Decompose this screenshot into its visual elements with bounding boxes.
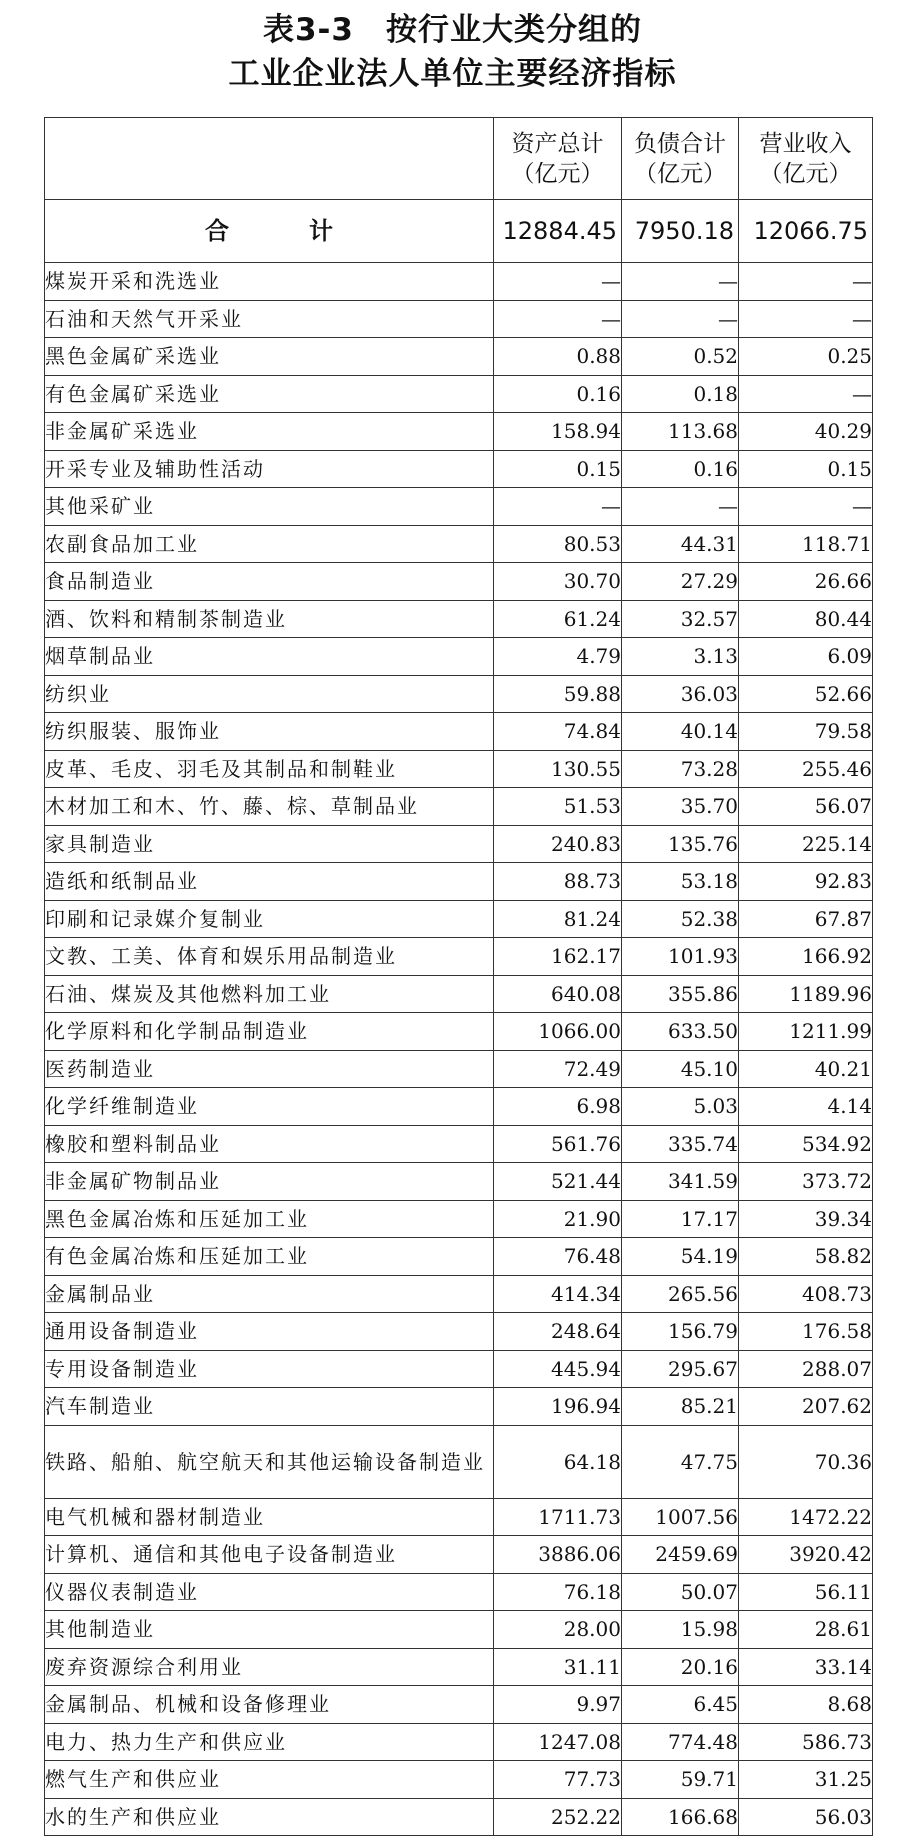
liabilities-cell: 135.76 <box>622 825 739 863</box>
industry-cell: 废弃资源综合利用业 <box>45 1648 494 1686</box>
table-row <box>45 1536 873 1574</box>
table-title-line1: 表3-3 按行业大类分组的 <box>262 12 642 48</box>
table-row <box>45 788 873 826</box>
table-row <box>45 488 873 526</box>
assets-cell: 72.49 <box>494 1050 622 1088</box>
table-row <box>45 1498 873 1536</box>
revenue-cell: 56.07 <box>739 788 873 826</box>
revenue-cell: 225.14 <box>739 825 873 863</box>
industry-cell: 有色金属冶炼和压延加工业 <box>45 1238 494 1276</box>
liabilities-cell: 50.07 <box>622 1573 739 1611</box>
assets-cell: 76.48 <box>494 1238 622 1276</box>
revenue-cell: 39.34 <box>739 1200 873 1238</box>
table-row <box>45 1275 873 1313</box>
assets-cell: 59.88 <box>494 675 622 713</box>
table-row <box>45 1648 873 1686</box>
assets-cell: 1711.73 <box>494 1498 622 1536</box>
table-row <box>45 450 873 488</box>
liabilities-cell: — <box>622 263 739 301</box>
industry-cell: 电力、热力生产和供应业 <box>45 1723 494 1761</box>
liabilities-cell: 113.68 <box>622 413 739 451</box>
assets-cell: 240.83 <box>494 825 622 863</box>
table-row <box>45 525 873 563</box>
revenue-cell: — <box>739 263 873 301</box>
assets-cell: 64.18 <box>494 1425 622 1498</box>
liabilities-cell: 47.75 <box>622 1425 739 1498</box>
table-row <box>45 1163 873 1201</box>
liabilities-cell: 59.71 <box>622 1761 739 1799</box>
table-row <box>45 1388 873 1426</box>
revenue-cell: 79.58 <box>739 713 873 751</box>
industry-cell: 非金属矿采选业 <box>45 413 494 451</box>
liabilities-cell: 3.13 <box>622 638 739 676</box>
header-row <box>45 118 873 200</box>
table-row <box>45 825 873 863</box>
table-row <box>45 1200 873 1238</box>
table-row <box>45 375 873 413</box>
liabilities-cell: 52.38 <box>622 900 739 938</box>
industry-cell: 文教、工美、体育和娱乐用品制造业 <box>45 938 494 976</box>
revenue-cell: 534.92 <box>739 1125 873 1163</box>
industry-cell: 石油、煤炭及其他燃料加工业 <box>45 975 494 1013</box>
table-row <box>45 1013 873 1051</box>
revenue-cell: 70.36 <box>739 1425 873 1498</box>
table-title-line2: 工业企业法人单位主要经济指标 <box>228 56 677 92</box>
header-industry <box>45 118 494 200</box>
liabilities-cell: 36.03 <box>622 675 739 713</box>
revenue-cell: — <box>739 488 873 526</box>
total-row <box>45 200 873 263</box>
header-revenue-name: 营业收入 <box>759 130 852 157</box>
revenue-cell: 92.83 <box>739 863 873 901</box>
table-row <box>45 338 873 376</box>
revenue-cell: — <box>739 300 873 338</box>
assets-cell: 51.53 <box>494 788 622 826</box>
total-assets: 12884.45 <box>494 200 622 263</box>
total-label: 合 计 <box>45 200 494 263</box>
liabilities-cell: 5.03 <box>622 1088 739 1126</box>
assets-cell: 158.94 <box>494 413 622 451</box>
revenue-cell: 8.68 <box>739 1686 873 1724</box>
industry-cell: 化学纤维制造业 <box>45 1088 494 1126</box>
liabilities-cell: 45.10 <box>622 1050 739 1088</box>
header-liabilities <box>622 118 739 200</box>
liabilities-cell: — <box>622 488 739 526</box>
assets-cell: 248.64 <box>494 1313 622 1351</box>
revenue-cell: 255.46 <box>739 750 873 788</box>
revenue-cell: 373.72 <box>739 1163 873 1201</box>
liabilities-cell: 0.18 <box>622 375 739 413</box>
industry-cell: 通用设备制造业 <box>45 1313 494 1351</box>
table-row <box>45 300 873 338</box>
table-row <box>45 675 873 713</box>
industry-cell: 食品制造业 <box>45 563 494 601</box>
assets-cell: 74.84 <box>494 713 622 751</box>
table-row <box>45 1313 873 1351</box>
revenue-cell: 40.21 <box>739 1050 873 1088</box>
table-row <box>45 938 873 976</box>
revenue-cell: 40.29 <box>739 413 873 451</box>
industry-cell: 水的生产和供应业 <box>45 1798 494 1836</box>
assets-cell: 80.53 <box>494 525 622 563</box>
revenue-cell: — <box>739 375 873 413</box>
header-revenue <box>739 118 873 200</box>
liabilities-cell: 341.59 <box>622 1163 739 1201</box>
total-liabilities: 7950.18 <box>622 200 739 263</box>
revenue-cell: 166.92 <box>739 938 873 976</box>
revenue-cell: 288.07 <box>739 1350 873 1388</box>
industry-cell: 农副食品加工业 <box>45 525 494 563</box>
assets-cell: — <box>494 263 622 301</box>
table-row <box>45 1723 873 1761</box>
assets-cell: 6.98 <box>494 1088 622 1126</box>
assets-cell: 1066.00 <box>494 1013 622 1051</box>
revenue-cell: 1211.99 <box>739 1013 873 1051</box>
header-assets <box>494 118 622 200</box>
assets-cell: 445.94 <box>494 1350 622 1388</box>
revenue-cell: 56.11 <box>739 1573 873 1611</box>
assets-cell: 0.88 <box>494 338 622 376</box>
table-row <box>45 563 873 601</box>
liabilities-cell: 2459.69 <box>622 1536 739 1574</box>
industry-cell: 印刷和记录媒介复制业 <box>45 900 494 938</box>
table-title <box>0 8 905 96</box>
table-row <box>45 1425 873 1498</box>
assets-cell: 3886.06 <box>494 1536 622 1574</box>
table-row <box>45 600 873 638</box>
revenue-cell: 176.58 <box>739 1313 873 1351</box>
liabilities-cell: 0.16 <box>622 450 739 488</box>
industry-cell: 开采专业及辅助性活动 <box>45 450 494 488</box>
economic-indicators-table <box>44 117 873 1836</box>
industry-cell: 燃气生产和供应业 <box>45 1761 494 1799</box>
table-row <box>45 1798 873 1836</box>
assets-cell: 561.76 <box>494 1125 622 1163</box>
liabilities-cell: 633.50 <box>622 1013 739 1051</box>
liabilities-cell: 101.93 <box>622 938 739 976</box>
industry-cell: 煤炭开采和洗选业 <box>45 263 494 301</box>
industry-cell: 黑色金属矿采选业 <box>45 338 494 376</box>
revenue-cell: 6.09 <box>739 638 873 676</box>
industry-cell: 汽车制造业 <box>45 1388 494 1426</box>
table-row <box>45 638 873 676</box>
liabilities-cell: 32.57 <box>622 600 739 638</box>
assets-cell: 162.17 <box>494 938 622 976</box>
assets-cell: 9.97 <box>494 1686 622 1724</box>
table-row <box>45 1611 873 1649</box>
liabilities-cell: 0.52 <box>622 338 739 376</box>
table-row <box>45 1686 873 1724</box>
liabilities-cell: 265.56 <box>622 1275 739 1313</box>
revenue-cell: 33.14 <box>739 1648 873 1686</box>
assets-cell: 640.08 <box>494 975 622 1013</box>
assets-cell: 196.94 <box>494 1388 622 1426</box>
revenue-cell: 207.62 <box>739 1388 873 1426</box>
liabilities-cell: 335.74 <box>622 1125 739 1163</box>
table-row <box>45 1573 873 1611</box>
revenue-cell: 67.87 <box>739 900 873 938</box>
assets-cell: 88.73 <box>494 863 622 901</box>
table-row <box>45 1238 873 1276</box>
header-liabilities-unit: （亿元） <box>634 160 726 187</box>
industry-cell: 烟草制品业 <box>45 638 494 676</box>
assets-cell: 1247.08 <box>494 1723 622 1761</box>
industry-cell: 石油和天然气开采业 <box>45 300 494 338</box>
industry-cell: 有色金属矿采选业 <box>45 375 494 413</box>
assets-cell: 0.16 <box>494 375 622 413</box>
table-row <box>45 863 873 901</box>
table-row <box>45 975 873 1013</box>
liabilities-cell: 774.48 <box>622 1723 739 1761</box>
assets-cell: — <box>494 300 622 338</box>
industry-cell: 木材加工和木、竹、藤、棕、草制品业 <box>45 788 494 826</box>
revenue-cell: 28.61 <box>739 1611 873 1649</box>
header-revenue-unit: （亿元） <box>759 160 852 187</box>
industry-cell: 非金属矿物制品业 <box>45 1163 494 1201</box>
assets-cell: 414.34 <box>494 1275 622 1313</box>
industry-cell: 橡胶和塑料制品业 <box>45 1125 494 1163</box>
revenue-cell: 26.66 <box>739 563 873 601</box>
liabilities-cell: 44.31 <box>622 525 739 563</box>
assets-cell: 61.24 <box>494 600 622 638</box>
industry-cell: 酒、饮料和精制茶制造业 <box>45 600 494 638</box>
liabilities-cell: 54.19 <box>622 1238 739 1276</box>
industry-cell: 其他采矿业 <box>45 488 494 526</box>
header-assets-unit: （亿元） <box>511 160 604 187</box>
table-row <box>45 413 873 451</box>
revenue-cell: 31.25 <box>739 1761 873 1799</box>
liabilities-cell: 6.45 <box>622 1686 739 1724</box>
revenue-cell: 4.14 <box>739 1088 873 1126</box>
liabilities-cell: 166.68 <box>622 1798 739 1836</box>
total-revenue: 12066.75 <box>739 200 873 263</box>
table-row <box>45 713 873 751</box>
assets-cell: 21.90 <box>494 1200 622 1238</box>
industry-cell: 金属制品业 <box>45 1275 494 1313</box>
assets-cell: 252.22 <box>494 1798 622 1836</box>
revenue-cell: 3920.42 <box>739 1536 873 1574</box>
liabilities-cell: 53.18 <box>622 863 739 901</box>
assets-cell: 4.79 <box>494 638 622 676</box>
liabilities-cell: 35.70 <box>622 788 739 826</box>
header-liabilities-name: 负债合计 <box>634 130 726 157</box>
liabilities-cell: 355.86 <box>622 975 739 1013</box>
liabilities-cell: 1007.56 <box>622 1498 739 1536</box>
table-row <box>45 1761 873 1799</box>
industry-cell: 家具制造业 <box>45 825 494 863</box>
industry-cell: 金属制品、机械和设备修理业 <box>45 1686 494 1724</box>
assets-cell: — <box>494 488 622 526</box>
revenue-cell: 80.44 <box>739 600 873 638</box>
table-row <box>45 750 873 788</box>
assets-cell: 130.55 <box>494 750 622 788</box>
table-row <box>45 1050 873 1088</box>
assets-cell: 31.11 <box>494 1648 622 1686</box>
liabilities-cell: 295.67 <box>622 1350 739 1388</box>
liabilities-cell: 40.14 <box>622 713 739 751</box>
industry-cell: 计算机、通信和其他电子设备制造业 <box>45 1536 494 1574</box>
revenue-cell: 118.71 <box>739 525 873 563</box>
industry-cell: 造纸和纸制品业 <box>45 863 494 901</box>
revenue-cell: 58.82 <box>739 1238 873 1276</box>
revenue-cell: 1189.96 <box>739 975 873 1013</box>
liabilities-cell: 17.17 <box>622 1200 739 1238</box>
header-assets-name: 资产总计 <box>511 130 604 157</box>
revenue-cell: 0.25 <box>739 338 873 376</box>
liabilities-cell: 20.16 <box>622 1648 739 1686</box>
liabilities-cell: — <box>622 300 739 338</box>
industry-cell: 皮革、毛皮、羽毛及其制品和制鞋业 <box>45 750 494 788</box>
revenue-cell: 52.66 <box>739 675 873 713</box>
assets-cell: 77.73 <box>494 1761 622 1799</box>
industry-cell: 其他制造业 <box>45 1611 494 1649</box>
table-row <box>45 1350 873 1388</box>
revenue-cell: 586.73 <box>739 1723 873 1761</box>
industry-cell: 电气机械和器材制造业 <box>45 1498 494 1536</box>
assets-cell: 28.00 <box>494 1611 622 1649</box>
assets-cell: 76.18 <box>494 1573 622 1611</box>
industry-cell: 医药制造业 <box>45 1050 494 1088</box>
revenue-cell: 0.15 <box>739 450 873 488</box>
liabilities-cell: 15.98 <box>622 1611 739 1649</box>
revenue-cell: 408.73 <box>739 1275 873 1313</box>
table-row <box>45 1125 873 1163</box>
liabilities-cell: 156.79 <box>622 1313 739 1351</box>
assets-cell: 30.70 <box>494 563 622 601</box>
liabilities-cell: 73.28 <box>622 750 739 788</box>
assets-cell: 521.44 <box>494 1163 622 1201</box>
assets-cell: 81.24 <box>494 900 622 938</box>
liabilities-cell: 85.21 <box>622 1388 739 1426</box>
liabilities-cell: 27.29 <box>622 563 739 601</box>
industry-cell: 纺织服装、服饰业 <box>45 713 494 751</box>
revenue-cell: 1472.22 <box>739 1498 873 1536</box>
industry-cell: 纺织业 <box>45 675 494 713</box>
industry-cell: 化学原料和化学制品制造业 <box>45 1013 494 1051</box>
revenue-cell: 56.03 <box>739 1798 873 1836</box>
industry-cell: 专用设备制造业 <box>45 1350 494 1388</box>
table-row <box>45 900 873 938</box>
industry-cell: 仪器仪表制造业 <box>45 1573 494 1611</box>
table-row <box>45 263 873 301</box>
industry-cell: 铁路、船舶、航空航天和其他运输设备制造业 <box>45 1425 494 1498</box>
table-row <box>45 1088 873 1126</box>
assets-cell: 0.15 <box>494 450 622 488</box>
industry-cell: 黑色金属冶炼和压延加工业 <box>45 1200 494 1238</box>
